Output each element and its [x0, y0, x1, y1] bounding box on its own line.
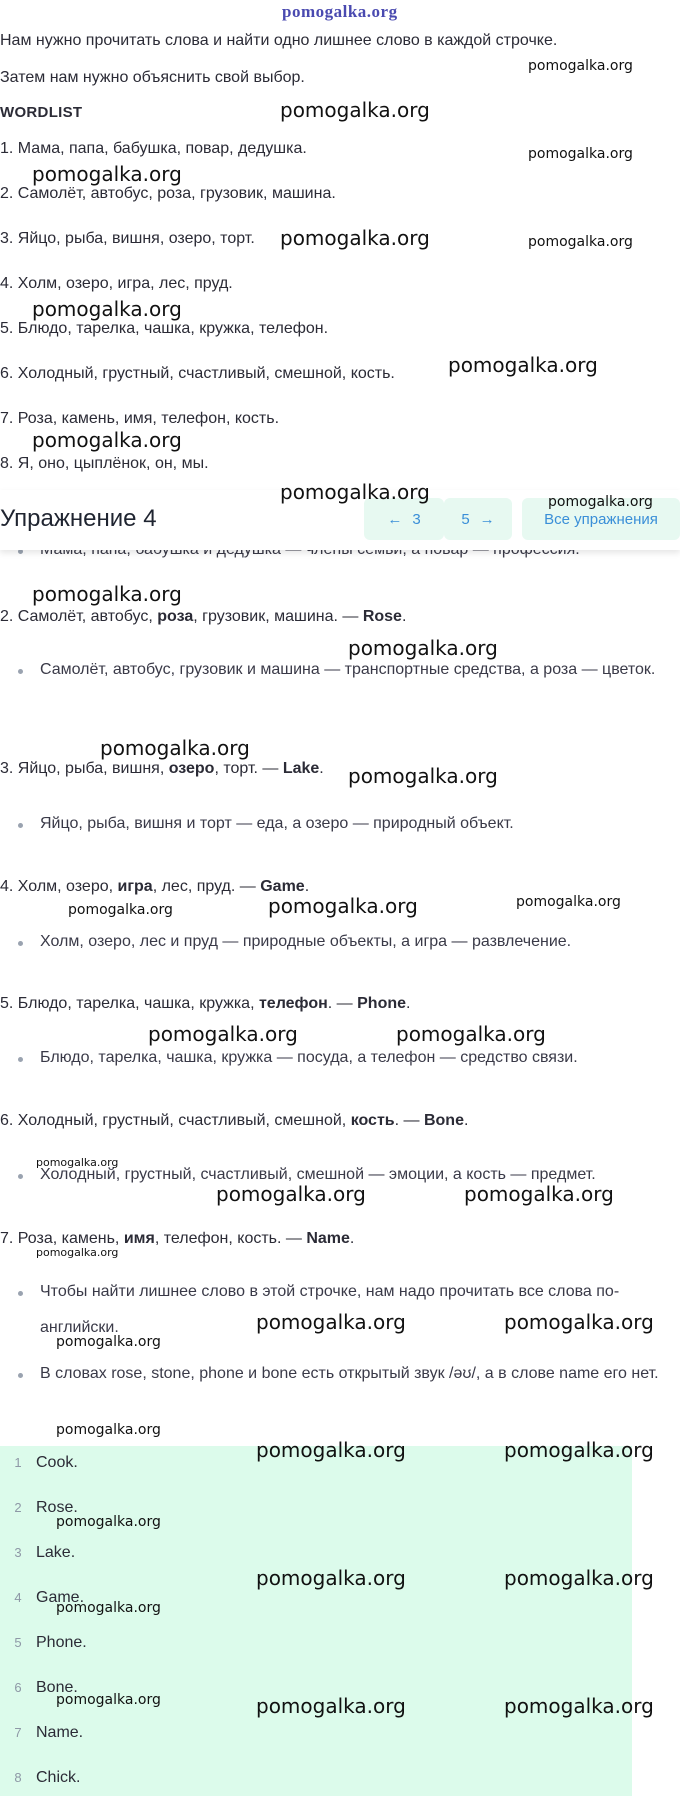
- solution-bullet: Чтобы найти лишнее слово в этой строчке, нам надо прочитать все слова по-английски.: [18, 1274, 678, 1346]
- watermark: pomogalka.org: [504, 1566, 654, 1590]
- watermark: pomogalka.org: [268, 894, 418, 918]
- site-logo[interactable]: pomogalka.org: [282, 2, 398, 21]
- watermark: pomogalka.org: [36, 1156, 119, 1169]
- watermark: pomogalka.org: [32, 582, 182, 606]
- watermark: pomogalka.org: [528, 234, 633, 250]
- solution-bullet: В словах rose, stone, phone и bone есть открытый звук /əʊ/, а в слове name его нет.: [18, 1356, 678, 1392]
- bullet-dot: [18, 1291, 23, 1296]
- solution-bullet: Холм, озеро, лес и пруд — природные объекты, а игра — развлечение.: [18, 924, 678, 960]
- solution-answer-4: 4. Холм, озеро, игра, лес, пруд. — Game.: [0, 878, 310, 895]
- arrow-left-icon: ←: [387, 510, 403, 528]
- all-exercises-button[interactable]: Все упражнения: [522, 498, 680, 540]
- watermark: pomogalka.org: [548, 494, 653, 510]
- watermark: pomogalka.org: [396, 1022, 546, 1046]
- watermark: pomogalka.org: [56, 1600, 161, 1616]
- wordlist-row: 4. Холм, озеро, игра, лес, пруд.: [0, 275, 233, 292]
- wordlist-row: 3. Яйцо, рыба, вишня, озеро, торт.: [0, 230, 255, 247]
- answer-row: 1 Cook.: [14, 1454, 78, 1471]
- watermark: pomogalka.org: [56, 1514, 161, 1530]
- bullet-dot: [18, 1373, 23, 1378]
- answer-row: 2 Rose.: [14, 1499, 78, 1516]
- answer-row: 6 Bone.: [14, 1679, 78, 1696]
- solution-answer-5: 5. Блюдо, тарелка, чашка, кружка, телефон. — Phone.: [0, 995, 411, 1012]
- watermark: pomogalka.org: [256, 1566, 406, 1590]
- watermark: pomogalka.org: [36, 1246, 119, 1259]
- watermark: pomogalka.org: [32, 297, 182, 321]
- arrow-right-icon: →: [479, 510, 495, 528]
- watermark: pomogalka.org: [68, 902, 173, 918]
- watermark: pomogalka.org: [516, 894, 621, 910]
- answer-row: 3 Lake.: [14, 1544, 76, 1561]
- watermark: pomogalka.org: [56, 1692, 161, 1708]
- watermark: pomogalka.org: [504, 1694, 654, 1718]
- answer-row: 7 Name.: [14, 1724, 84, 1741]
- watermark: pomogalka.org: [56, 1422, 161, 1438]
- wordlist-row: 8. Я, оно, цыплёнок, он, мы.: [0, 455, 209, 472]
- watermark: pomogalka.org: [504, 1438, 654, 1462]
- task-line-1: Нам нужно прочитать слова и найти одно лишнее слово в каждой строчке.: [0, 32, 558, 49]
- answers-box: [0, 1446, 632, 1796]
- watermark: pomogalka.org: [256, 1694, 406, 1718]
- solution-answer-6: 6. Холодный, грустный, счастливый, смешной, кость. — Bone.: [0, 1112, 469, 1129]
- watermark: pomogalka.org: [448, 353, 598, 377]
- watermark: pomogalka.org: [32, 428, 182, 452]
- prev-exercise-button[interactable]: ← 3: [364, 498, 444, 540]
- wordlist-row: 1. Мама, папа, бабушка, повар, дедушка.: [0, 140, 307, 157]
- watermark: pomogalka.org: [280, 480, 430, 504]
- solution-bullet: Самолёт, автобус, грузовик и машина — транспортные средства, а роза — цветок.: [18, 652, 678, 688]
- watermark: pomogalka.org: [348, 764, 498, 788]
- answer-row: 8 Chick.: [14, 1769, 81, 1786]
- watermark: pomogalka.org: [216, 1182, 366, 1206]
- solution-bullet: Блюдо, тарелка, чашка, кружка — посуда, а телефон — средство связи.: [18, 1040, 678, 1076]
- watermark: pomogalka.org: [464, 1182, 614, 1206]
- watermark: pomogalka.org: [348, 636, 498, 660]
- watermark: pomogalka.org: [504, 1310, 654, 1334]
- next-exercise-button[interactable]: 5 →: [444, 498, 512, 540]
- solution-bullet: Холодный, грустный, счастливый, смешной — эмоции, а кость — предмет.: [18, 1157, 678, 1193]
- wordlist-row: 5. Блюдо, тарелка, чашка, кружка, телефон.: [0, 320, 329, 337]
- solution-bullet: Яйцо, рыба, вишня и торт — еда, а озеро — природный объект.: [18, 806, 678, 842]
- watermark: pomogalka.org: [280, 98, 430, 122]
- watermark: pomogalka.org: [256, 1310, 406, 1334]
- solution-answer-2: 2. Самолёт, автобус, роза, грузовик, машина. — Rose.: [0, 608, 407, 625]
- bullet-dot: [18, 1174, 23, 1179]
- watermark: pomogalka.org: [148, 1022, 298, 1046]
- watermark: pomogalka.org: [56, 1334, 161, 1350]
- exercise-title: Упражнение 4: [0, 505, 157, 532]
- bullet-dot: [18, 1057, 23, 1062]
- bullet-dot: [18, 823, 23, 828]
- watermark: pomogalka.org: [528, 146, 633, 162]
- watermark: pomogalka.org: [32, 162, 182, 186]
- task-line-2: Затем нам нужно объяснить свой выбор.: [0, 69, 305, 86]
- bullet-dot: [18, 941, 23, 946]
- wordlist-row: 6. Холодный, грустный, счастливый, смешной, кость.: [0, 365, 395, 382]
- watermark: pomogalka.org: [100, 736, 250, 760]
- bullet-dot: [18, 669, 23, 674]
- wordlist-row: 2. Самолёт, автобус, роза, грузовик, машина.: [0, 185, 336, 202]
- answer-row: 4 Game.: [14, 1589, 85, 1606]
- solution-answer-7: 7. Роза, камень, имя, телефон, кость. — Name.: [0, 1230, 355, 1247]
- watermark: pomogalka.org: [528, 58, 633, 74]
- watermark: pomogalka.org: [256, 1438, 406, 1462]
- solution-answer-3: 3. Яйцо, рыба, вишня, озеро, торт. — Lake.: [0, 760, 324, 777]
- wordlist-row: 7. Роза, камень, имя, телефон, кость.: [0, 410, 280, 427]
- wordlist-heading: WORDLIST: [0, 104, 83, 121]
- watermark: pomogalka.org: [280, 226, 430, 250]
- answer-row: 5 Phone.: [14, 1634, 87, 1651]
